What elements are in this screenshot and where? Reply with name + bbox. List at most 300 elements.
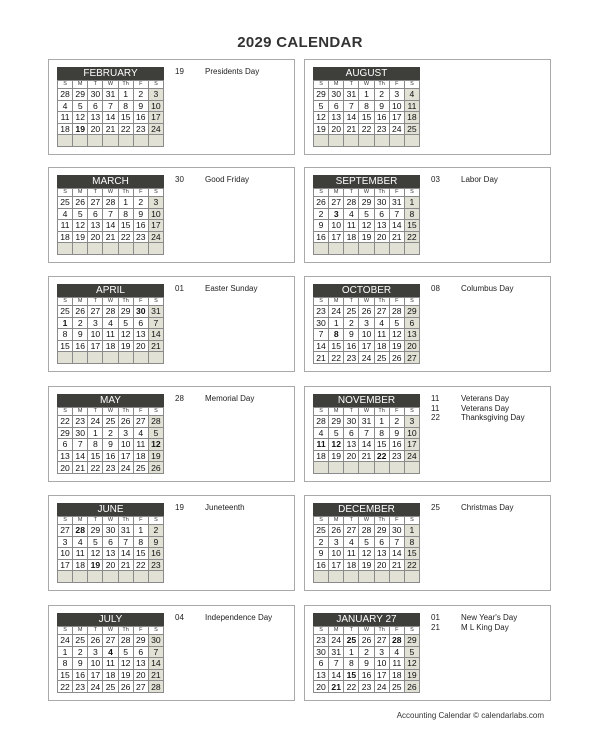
month-card [304, 605, 551, 701]
empty-day-cell [374, 462, 389, 474]
holiday-list [175, 613, 291, 623]
week-row [58, 658, 164, 670]
weekday-label: S [314, 517, 329, 525]
month-card [304, 495, 551, 591]
day-cell: 10 [329, 548, 344, 560]
day-cell: 18 [314, 450, 329, 462]
day-cell: 1 [58, 317, 73, 329]
weekday-label: T [344, 517, 359, 525]
weekday-label: W [103, 189, 118, 197]
month-name: JUNE [57, 503, 164, 516]
day-cell: 18 [404, 112, 419, 124]
holiday-name: Presidents Day [205, 67, 260, 76]
weekday-label: M [73, 81, 88, 89]
week-row [314, 536, 420, 548]
day-cell: 8 [58, 658, 73, 670]
day-cell: 8 [404, 536, 419, 548]
day-cell: 15 [118, 220, 133, 232]
day-cell: 13 [329, 112, 344, 124]
weekday-label: M [329, 81, 344, 89]
weekday-label: Th [118, 298, 133, 306]
month-name: JULY [57, 613, 164, 626]
holiday-list [431, 613, 547, 632]
empty-day-cell [58, 135, 73, 147]
holiday-date: 01 [175, 284, 184, 293]
day-cell: 26 [329, 525, 344, 537]
week-row [58, 669, 164, 681]
day-cell: 3 [118, 427, 133, 439]
weekday-label: S [404, 408, 419, 416]
day-cell: 28 [118, 635, 133, 647]
month-name: SEPTEMBER [313, 175, 420, 188]
day-cell: 22 [329, 352, 344, 364]
day-cell: 11 [73, 548, 88, 560]
empty-day-cell [58, 571, 73, 583]
day-cell: 16 [73, 669, 88, 681]
day-cell: 22 [344, 681, 359, 693]
day-cell: 22 [133, 559, 148, 571]
holiday-list [431, 284, 547, 294]
day-cell: 19 [314, 123, 329, 135]
day-cell: 4 [103, 646, 118, 658]
day-cell: 9 [133, 100, 148, 112]
week-row [314, 112, 420, 124]
day-cell: 14 [73, 450, 88, 462]
day-cell: 26 [314, 197, 329, 209]
day-cell: 14 [344, 112, 359, 124]
day-cell: 7 [148, 317, 163, 329]
holiday-name: Juneteenth [205, 503, 245, 512]
week-row [58, 231, 164, 243]
day-cell: 21 [148, 669, 163, 681]
month-name: MARCH [57, 175, 164, 188]
day-cell: 8 [118, 100, 133, 112]
weekday-label: M [73, 627, 88, 635]
holiday-item [431, 175, 547, 185]
day-cell: 30 [314, 317, 329, 329]
day-cell: 4 [133, 427, 148, 439]
day-cell: 18 [58, 231, 73, 243]
weekday-label: T [88, 517, 103, 525]
day-cell: 28 [359, 525, 374, 537]
holiday-list [431, 503, 547, 513]
weekday-label: Th [374, 81, 389, 89]
day-cell: 8 [88, 439, 103, 451]
week-row [58, 243, 164, 255]
day-cell: 27 [133, 681, 148, 693]
holiday-list [175, 284, 291, 294]
weekday-label: M [73, 298, 88, 306]
day-cell: 19 [359, 231, 374, 243]
day-cell: 14 [314, 340, 329, 352]
holiday-name: Independence Day [205, 613, 273, 622]
day-cell: 25 [404, 123, 419, 135]
month-calendar [313, 394, 420, 474]
empty-day-cell [88, 571, 103, 583]
day-cell: 12 [359, 220, 374, 232]
day-cell: 2 [73, 317, 88, 329]
day-cell: 2 [133, 89, 148, 101]
weekday-label: S [58, 298, 73, 306]
holiday-name: New Year's Day [461, 613, 518, 622]
day-cell: 15 [133, 548, 148, 560]
day-cell: 15 [359, 112, 374, 124]
day-cell: 14 [103, 220, 118, 232]
day-cell: 26 [88, 635, 103, 647]
day-cell: 30 [344, 416, 359, 428]
day-cell: 4 [374, 317, 389, 329]
weekday-label: S [58, 408, 73, 416]
weekday-label: M [329, 189, 344, 197]
weekday-label: W [359, 298, 374, 306]
day-cell: 25 [344, 635, 359, 647]
week-row [58, 123, 164, 135]
day-cell: 3 [329, 208, 344, 220]
weekday-label: T [88, 189, 103, 197]
day-cell: 30 [73, 427, 88, 439]
day-cell: 30 [133, 306, 148, 318]
day-cell: 5 [118, 646, 133, 658]
holiday-date: 11 [431, 394, 440, 403]
day-cell: 13 [58, 450, 73, 462]
holiday-list [431, 394, 547, 423]
day-cell: 21 [389, 559, 404, 571]
day-cell: 12 [118, 658, 133, 670]
day-cell: 16 [374, 112, 389, 124]
empty-day-cell [58, 352, 73, 364]
day-cell: 12 [73, 220, 88, 232]
day-cell: 19 [118, 340, 133, 352]
week-row [314, 135, 420, 147]
week-row [314, 123, 420, 135]
day-cell: 20 [329, 123, 344, 135]
week-row [314, 669, 420, 681]
holiday-date: 19 [175, 503, 184, 512]
day-cell: 6 [374, 536, 389, 548]
week-row [58, 220, 164, 232]
day-cell: 24 [148, 231, 163, 243]
day-cell: 28 [314, 416, 329, 428]
day-cell: 6 [344, 427, 359, 439]
day-cell: 12 [389, 329, 404, 341]
day-cell: 17 [88, 669, 103, 681]
day-cell: 15 [58, 340, 73, 352]
day-cell: 12 [73, 112, 88, 124]
week-row [58, 135, 164, 147]
day-cell: 29 [359, 197, 374, 209]
empty-day-cell [148, 571, 163, 583]
week-row [314, 658, 420, 670]
day-cell: 1 [404, 525, 419, 537]
month-calendar [313, 613, 420, 693]
month-calendar [57, 67, 164, 147]
week-row [58, 439, 164, 451]
weekday-label: M [329, 517, 344, 525]
weekday-label: S [148, 408, 163, 416]
day-cell: 9 [73, 329, 88, 341]
day-cell: 24 [404, 450, 419, 462]
holiday-date: 28 [175, 394, 184, 403]
day-cell: 15 [344, 669, 359, 681]
day-cell: 20 [374, 559, 389, 571]
day-cell: 28 [148, 416, 163, 428]
day-cell: 13 [103, 548, 118, 560]
day-cell: 29 [58, 427, 73, 439]
day-cell: 20 [374, 231, 389, 243]
day-cell: 16 [133, 112, 148, 124]
day-cell: 17 [329, 559, 344, 571]
month-name: NOVEMBER [313, 394, 420, 407]
day-cell: 2 [103, 427, 118, 439]
day-cell: 24 [329, 306, 344, 318]
week-row [58, 450, 164, 462]
week-row [314, 231, 420, 243]
day-cell: 27 [88, 306, 103, 318]
day-cell: 5 [314, 100, 329, 112]
day-cell: 13 [314, 669, 329, 681]
day-cell: 27 [58, 525, 73, 537]
weekday-label: Th [118, 81, 133, 89]
day-cell: 11 [389, 658, 404, 670]
empty-day-cell [118, 352, 133, 364]
day-cell: 13 [133, 658, 148, 670]
day-cell: 8 [359, 100, 374, 112]
weekday-label: S [148, 189, 163, 197]
day-cell: 25 [314, 525, 329, 537]
week-row [314, 329, 420, 341]
week-row [314, 220, 420, 232]
day-grid [57, 516, 164, 583]
day-cell: 3 [88, 646, 103, 658]
weekday-label: T [344, 408, 359, 416]
day-cell: 20 [103, 559, 118, 571]
day-cell: 5 [148, 427, 163, 439]
day-grid [313, 297, 420, 364]
day-grid [313, 516, 420, 583]
day-cell: 5 [73, 100, 88, 112]
day-cell: 12 [88, 548, 103, 560]
day-cell: 29 [374, 525, 389, 537]
weekday-label: S [58, 189, 73, 197]
day-cell: 9 [103, 439, 118, 451]
day-cell: 27 [374, 635, 389, 647]
day-cell: 2 [314, 536, 329, 548]
day-cell: 21 [389, 231, 404, 243]
day-cell: 27 [374, 306, 389, 318]
empty-day-cell [344, 462, 359, 474]
day-cell: 1 [374, 416, 389, 428]
weekday-label: W [103, 81, 118, 89]
week-row [314, 416, 420, 428]
day-cell: 9 [133, 208, 148, 220]
day-cell: 4 [344, 536, 359, 548]
empty-day-cell [133, 571, 148, 583]
day-cell: 28 [148, 681, 163, 693]
holiday-date: 04 [175, 613, 184, 622]
day-cell: 7 [148, 646, 163, 658]
day-cell: 17 [389, 112, 404, 124]
day-cell: 7 [103, 100, 118, 112]
empty-day-cell [389, 571, 404, 583]
day-cell: 12 [314, 112, 329, 124]
weekday-label: M [73, 189, 88, 197]
weekday-label: F [133, 81, 148, 89]
day-cell: 28 [103, 197, 118, 209]
day-cell: 24 [374, 681, 389, 693]
day-cell: 20 [133, 669, 148, 681]
day-cell: 3 [88, 317, 103, 329]
day-cell: 1 [118, 89, 133, 101]
day-cell: 28 [73, 525, 88, 537]
holiday-list [431, 175, 547, 185]
day-cell: 1 [359, 89, 374, 101]
weekday-label: Th [374, 517, 389, 525]
day-cell: 9 [314, 220, 329, 232]
holiday-name: Christmas Day [461, 503, 514, 512]
day-cell: 21 [103, 231, 118, 243]
day-cell: 23 [374, 123, 389, 135]
weekday-label: S [148, 81, 163, 89]
week-row [314, 197, 420, 209]
day-cell: 17 [329, 231, 344, 243]
day-cell: 21 [73, 462, 88, 474]
weekday-label: M [329, 627, 344, 635]
day-cell: 18 [58, 123, 73, 135]
day-cell: 17 [359, 340, 374, 352]
day-cell: 8 [344, 658, 359, 670]
day-grid [313, 407, 420, 474]
empty-day-cell [148, 352, 163, 364]
weekday-label: W [359, 627, 374, 635]
day-cell: 15 [329, 340, 344, 352]
weekday-label: W [359, 81, 374, 89]
day-cell: 23 [103, 462, 118, 474]
day-cell: 25 [58, 197, 73, 209]
day-cell: 17 [58, 559, 73, 571]
day-cell: 29 [88, 525, 103, 537]
month-calendar [57, 503, 164, 583]
week-row [314, 100, 420, 112]
weekday-label: F [133, 408, 148, 416]
day-cell: 30 [103, 525, 118, 537]
day-cell: 11 [58, 220, 73, 232]
day-cell: 25 [133, 462, 148, 474]
weekday-label: T [344, 298, 359, 306]
holiday-name: Thanksgiving Day [461, 413, 525, 422]
weekday-label: F [389, 627, 404, 635]
holiday-item [431, 284, 547, 294]
day-cell: 16 [103, 450, 118, 462]
day-cell: 16 [133, 220, 148, 232]
week-row [58, 635, 164, 647]
holiday-name: Veterans Day [461, 394, 510, 403]
holiday-name: Easter Sunday [205, 284, 258, 293]
day-cell: 23 [133, 123, 148, 135]
holiday-item [431, 413, 547, 423]
day-cell: 26 [118, 681, 133, 693]
day-cell: 17 [374, 669, 389, 681]
month-calendar [57, 175, 164, 255]
day-cell: 7 [329, 658, 344, 670]
day-cell: 1 [404, 197, 419, 209]
holiday-list [175, 67, 291, 77]
weekday-label: S [148, 298, 163, 306]
day-cell: 23 [73, 681, 88, 693]
empty-day-cell [314, 462, 329, 474]
empty-day-cell [73, 571, 88, 583]
holiday-list [175, 175, 291, 185]
day-cell: 26 [118, 416, 133, 428]
weekday-label: W [359, 517, 374, 525]
week-row [314, 439, 420, 451]
empty-day-cell [73, 352, 88, 364]
weekday-label: W [359, 408, 374, 416]
day-cell: 10 [148, 208, 163, 220]
empty-day-cell [88, 352, 103, 364]
holiday-item [431, 623, 547, 633]
holiday-name: Veterans Day [461, 403, 510, 413]
day-cell: 10 [329, 220, 344, 232]
day-cell: 19 [88, 559, 103, 571]
empty-day-cell [133, 352, 148, 364]
day-cell: 29 [73, 89, 88, 101]
day-cell: 30 [374, 197, 389, 209]
day-cell: 10 [118, 439, 133, 451]
day-cell: 13 [374, 220, 389, 232]
day-cell: 17 [148, 112, 163, 124]
empty-day-cell [344, 571, 359, 583]
day-cell: 1 [58, 646, 73, 658]
day-cell: 8 [133, 536, 148, 548]
day-cell: 31 [329, 646, 344, 658]
day-cell: 7 [314, 329, 329, 341]
empty-day-cell [389, 462, 404, 474]
day-cell: 21 [148, 340, 163, 352]
day-cell: 8 [404, 208, 419, 220]
day-cell: 22 [88, 462, 103, 474]
day-cell: 23 [73, 416, 88, 428]
weekday-label: M [329, 408, 344, 416]
month-card [48, 495, 295, 591]
day-grid [57, 407, 164, 474]
day-cell: 17 [404, 439, 419, 451]
weekday-label: S [404, 298, 419, 306]
day-cell: 15 [404, 220, 419, 232]
weekday-label: T [344, 81, 359, 89]
holiday-date: 11 [431, 403, 440, 413]
day-cell: 23 [133, 231, 148, 243]
day-cell: 27 [103, 635, 118, 647]
day-cell: 19 [73, 123, 88, 135]
day-cell: 26 [73, 197, 88, 209]
day-cell: 22 [374, 450, 389, 462]
day-cell: 14 [329, 669, 344, 681]
day-cell: 11 [344, 220, 359, 232]
holiday-item [431, 404, 547, 414]
day-cell: 11 [404, 100, 419, 112]
day-cell: 16 [359, 669, 374, 681]
month-card [48, 605, 295, 701]
empty-day-cell [58, 243, 73, 255]
day-cell: 20 [58, 462, 73, 474]
empty-day-cell [329, 135, 344, 147]
day-cell: 15 [88, 450, 103, 462]
day-cell: 6 [103, 536, 118, 548]
empty-day-cell [329, 462, 344, 474]
day-cell: 28 [344, 197, 359, 209]
week-row [314, 352, 420, 364]
day-cell: 6 [133, 317, 148, 329]
